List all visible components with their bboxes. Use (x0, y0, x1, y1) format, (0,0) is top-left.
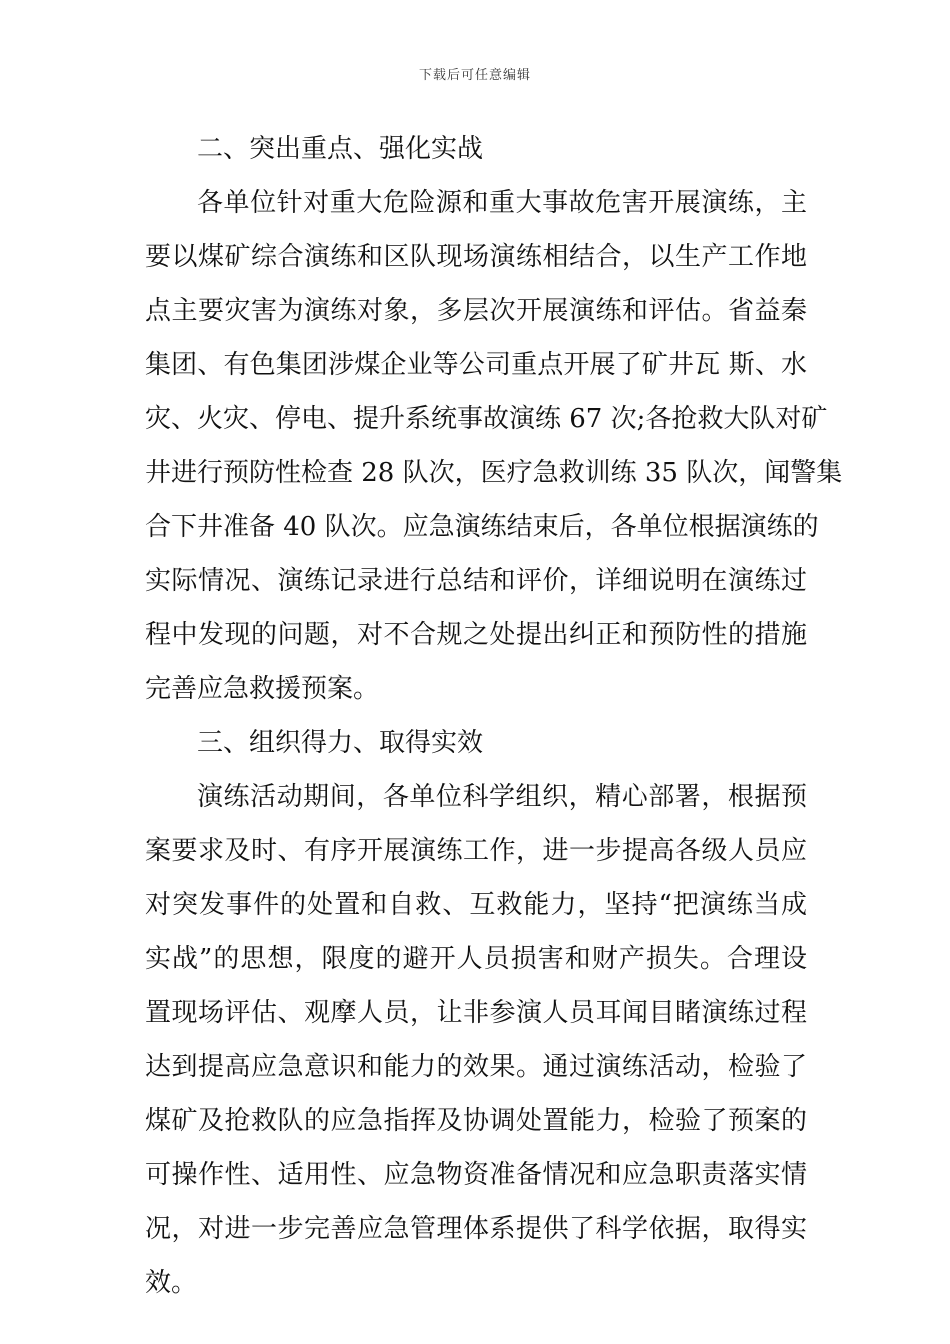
document-body (145, 122, 843, 1310)
section-heading: 二、突出重点、强化实战 (197, 134, 484, 164)
paragraph-line: 要以煤矿综合演练和区队现场演练相结合，以生产工作地 (145, 242, 807, 272)
paragraph-line: 实际情况、演练记录进行总结和评价，详细说明在演练过 (145, 566, 807, 596)
paragraph-line: 演练活动期间，各单位科学组织，精心部署，根据预 (197, 782, 807, 812)
paragraph-line: 况，对进一步完善应急管理体系提供了科学依据，取得实 (145, 1214, 807, 1244)
paragraph-line: 完善应急救援预案。 (145, 674, 380, 704)
paragraph-line: 实战”的思想，限度的避开人员损害和财产损失。合理设 (145, 944, 807, 974)
paragraph-line: 灾、火灾、停电、提升系统事故演练 67 次;各抢救大队对矿 (145, 404, 828, 434)
paragraph-line: 各单位针对重大危险源和重大事故危害开展演练，主 (197, 188, 807, 218)
paragraph-line: 井进行预防性检查 28 队次，医疗急救训练 35 队次，闻警集 (145, 458, 843, 488)
paragraph-line: 案要求及时、有序开展演练工作，进一步提高各级人员应 (145, 836, 807, 866)
paragraph-line: 集团、有色集团涉煤企业等公司重点开展了矿井瓦 斯、水 (145, 350, 807, 380)
paragraph-line: 煤矿及抢救队的应急指挥及协调处置能力，检验了预案的 (145, 1106, 807, 1136)
paragraph-line: 合下井准备 40 队次。应急演练结束后，各单位根据演练的 (145, 512, 819, 542)
page-header: 下载后可任意编辑 (418, 68, 531, 83)
paragraph-line: 效。 (145, 1268, 198, 1298)
paragraph-line: 点主要灾害为演练对象，多层次开展演练和评估。省益秦 (145, 296, 807, 326)
paragraph-line: 对突发事件的处置和自救、互救能力，坚持“把演练当成 (145, 890, 807, 920)
paragraph-line: 可操作性、适用性、应急物资准备情况和应急职责落实情 (145, 1160, 807, 1190)
paragraph-line: 达到提高应急意识和能力的效果。通过演练活动，检验了 (145, 1052, 807, 1082)
paragraph-line: 程中发现的问题，对不合规之处提出纠正和预防性的措施 (145, 620, 807, 650)
paragraph-line: 置现场评估、观摩人员，让非参演人员耳闻目睹演练过程 (145, 998, 807, 1028)
section-heading: 三、组织得力、取得实效 (197, 728, 484, 758)
